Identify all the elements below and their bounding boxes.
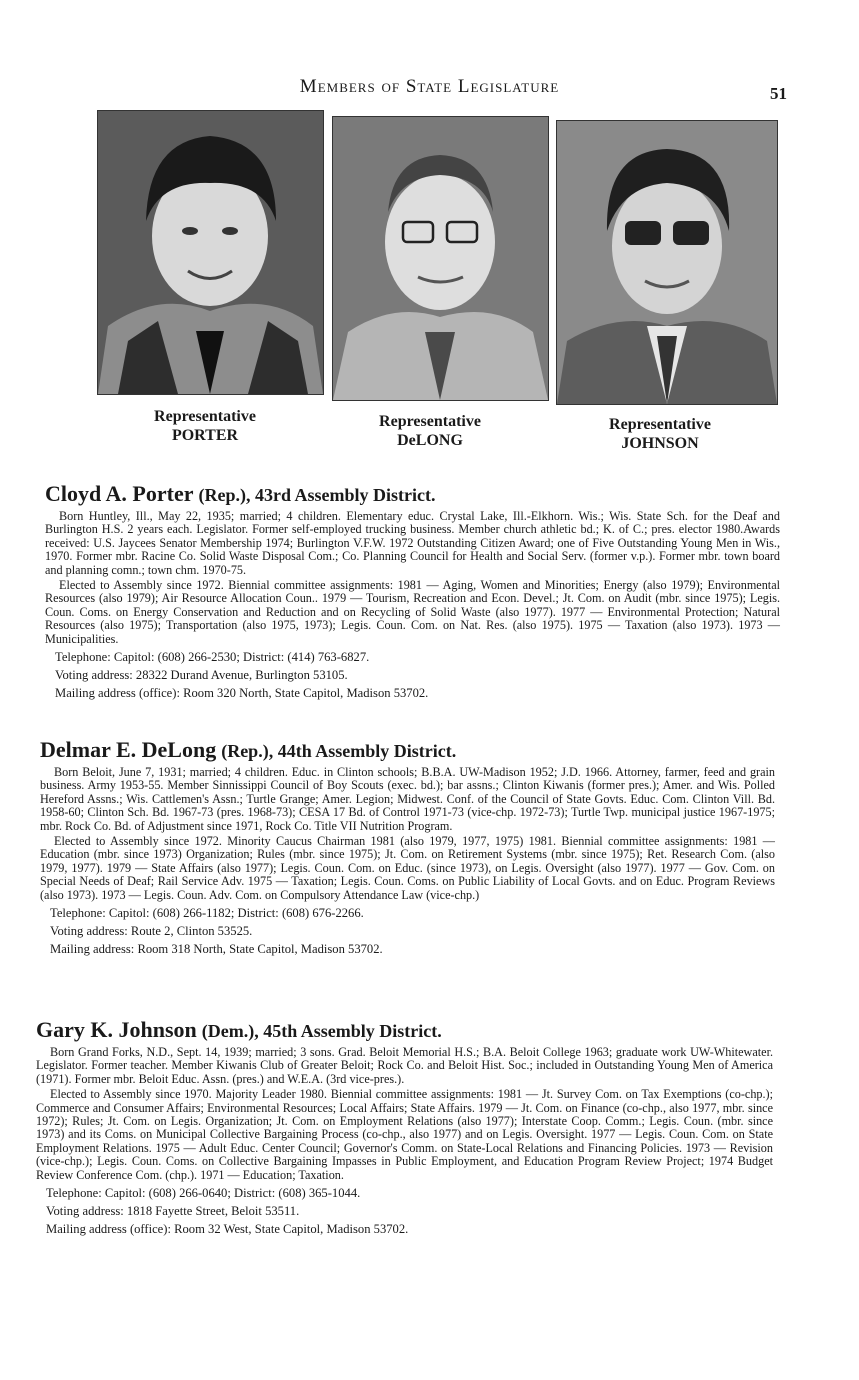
portrait-image <box>98 111 323 394</box>
portrait-image <box>557 121 777 404</box>
member-bio-delong <box>40 738 775 956</box>
caption-porter <box>120 407 290 445</box>
caption-name: DeLONG <box>397 432 463 449</box>
caption-name: JOHNSON <box>621 435 699 452</box>
member-biography: Born Huntley, Ill., May 22, 1935; married; 4 children. Elementary educ. Crystal Lake, Ill.-Elkhorn. Wis.; Wis. State Sch. for the Deaf and Burlington H.S. 2 years each. Legislator. Former self-employed trucking business. Member church athletic bd.; K. of C.; pres. elector 1980.Awards received: U.S. Jaycees Senator Membership 1974; Burlington V.F.W. 1972 Outstanding Citizen Award; one of Five Outstanding Young Men in Wis., 1970. Former mbr. Racine Co. Solid Waste Disposal Com.; Co. Planning Council for Health and Social Serv. (former v.p.). Former mbr. town board and planning comn.; town chm. 1970-75. <box>45 509 780 577</box>
member-district: , 43rd Assembly District. <box>245 485 436 505</box>
member-party: (Rep.) <box>198 485 246 505</box>
caption-johnson <box>575 415 745 453</box>
member-district: , 44th Assembly District. <box>268 741 457 761</box>
member-mailing-address: Mailing address (office): Room 32 West, State Capitol, Madison 53702. <box>46 1222 409 1237</box>
member-name: Gary K. Johnson <box>36 1017 197 1042</box>
member-bio-porter <box>45 482 780 700</box>
caption-title: Representative <box>609 416 711 433</box>
member-name: Cloyd A. Porter <box>45 481 194 506</box>
caption-title: Representative <box>379 413 481 430</box>
member-service: Elected to Assembly since 1972. Biennial committee assignments: 1981 — Aging, Women and Minorities; Energy (also 1979); Environmental Resources (also 1979); Air Resource Allocation Coun.. 1979 — Tourism, Recreation and Econ. Devel.; Jt. Com. on Audit (mbr. since 1975); Legis. Coun. Coms. on Energy Conservation and Reduction and on Recycling of Solid Waste (also 1977). 1977 — Environmental Protection; Natural Resources (also 1975); Transportation (also 1975, 1973); Legis. Coun. Com. on Nat. Res. (also 1975). 1975 — Taxation (also 1973). 1973 — Municipalities. <box>45 578 780 646</box>
member-service: Elected to Assembly since 1970. Majority Leader 1980. Biennial committee assignments: 1981 — Jt. Survey Com. on Tax Exemptions (co-chp.); Commerce and Consumer Affairs; Environmental Resources; Local Affairs; State Affairs. 1979 — Jt. Com. on Finance (co-chp., also 1977, mbr. since 1972); Rules; Jt. Com. on Legis. Organization; Jt. Com. on Employment Relations (also 1977); Interstate Coop. Comm.; Legis. Coun. (mbr. since 1973) and its Coms. on Municipal Collective Bargaining Process (co-chp., also 1977) and on Legis. Oversight. 1977 — Legis. Coun. Com. on State Employment Relations. 1975 — Adult Educ. Center Council; Governor's Comm. on State-Local Relations and Financing Policies. 1973 — Revision (vice-chp.); Legis. Coun. Coms. on Collective Bargaining Impasses in Public Employment, and Education Program Review Project; 1974 Budget Review Conference Com. (chp.). 1971 — Education; Taxation. <box>36 1087 773 1182</box>
member-telephone: Telephone: Capitol: (608) 266-2530; District: (414) 763-6827. <box>55 650 370 665</box>
page-number: 51 <box>770 84 787 103</box>
photo-delong <box>332 116 549 401</box>
member-mailing-address: Mailing address: Room 318 North, State Capitol, Madison 53702. <box>50 942 383 957</box>
member-party: (Rep.) <box>221 741 269 761</box>
member-biography: Born Grand Forks, N.D., Sept. 14, 1939; married; 3 sons. Grad. Beloit Memorial H.S.; B.A. Beloit College 1963; graduate work UW-Whitewater. Legislator. Former teacher. Member Kiwanis Club of Greater Beloit; Rock Co. and Beloit Hist. Soc.; included in Outstanding Young Men of America (1971). Former mbr. Beloit Educ. Assn. (pres.) and W.E.A. (3rd vice-pres.). <box>36 1045 773 1086</box>
member-mailing-address: Mailing address (office): Room 320 North, State Capitol, Madison 53702. <box>55 686 429 701</box>
member-service: Elected to Assembly since 1972. Minority Caucus Chairman 1981 (also 1979, 1977, 1975) 1981. Biennial committee assignments: 1981 — Education (mbr. since 1973) Organization; Rules (mbr. since 1975); Jt. Com. on Retirement Systems (mbr. since 1975); Ret. Research Com. (also 1979, 1977). 1979 — State Affairs (also 1977); Legis. Coun. Com. on Educ. (since 1973), on Legis. Oversight (also 1977). 1977 — Gov. Com. on Special Needs of Deaf; Rail Service Adv. 1975 — Taxation; Legis. Coun. Coms. on Public Liability of Local Govts. and on Educ. Program Reviews (also 1973). 1973 — Legis. Coun. Adv. Com. on Compulsory Attendance Law (vice-chp.) <box>40 834 775 902</box>
member-heading <box>45 482 780 507</box>
caption-name: PORTER <box>171 427 239 444</box>
member-biography: Born Beloit, June 7, 1931; married; 4 children. Educ. in Clinton schools; B.B.A. UW-Madison 1952; J.D. 1966. Attorney, farmer, feed and grain business. Army 1953-55. Member Sinnissippi Council of Boy Scouts (exec. bd.); bar assns.; Clinton Kiwanis (former pres.); Amer. and Wis. Polled Hereford Assns.; Wis. Cattlemen's Assn.; Turtle Grange; Amer. Legion; Midwest. Conf. of the Council of State Govts. Educ. Com. Clinton Vill. Bd. 1958-60; Clinton Sch. Bd. 1967-73 (pres. 1968-73); CESA 17 Bd. of Control 1971-73 (vice-chp. 1972-73); Turtle Twp. municipal justice 1967-1975; mbr. Rock Co. Bd. of Adjustment since 1971, Rock Co. Title VII Nutrition Program. <box>40 765 775 833</box>
member-heading <box>40 738 775 763</box>
member-voting-address: Voting address: Route 2, Clinton 53525. <box>50 924 253 939</box>
photo-johnson <box>556 120 778 405</box>
caption-title: Representative <box>154 408 256 425</box>
member-party: (Dem.) <box>201 1021 255 1041</box>
running-head: Members of State Legislature <box>299 76 560 97</box>
portrait-image <box>333 117 548 400</box>
member-district: , 45th Assembly District. <box>254 1021 442 1041</box>
member-voting-address: Voting address: 28322 Durand Avenue, Burlington 53105. <box>55 668 348 683</box>
member-voting-address: Voting address: 1818 Fayette Street, Beloit 53511. <box>46 1204 300 1219</box>
member-bio-johnson <box>36 1018 773 1236</box>
member-telephone: Telephone: Capitol: (608) 266-1182; District: (608) 676-2266. <box>50 906 364 921</box>
caption-delong <box>345 412 515 450</box>
photo-porter <box>97 110 324 395</box>
member-heading <box>36 1018 773 1043</box>
member-name: Delmar E. DeLong <box>40 737 217 762</box>
member-telephone: Telephone: Capitol: (608) 266-0640; District: (608) 365-1044. <box>46 1186 361 1201</box>
